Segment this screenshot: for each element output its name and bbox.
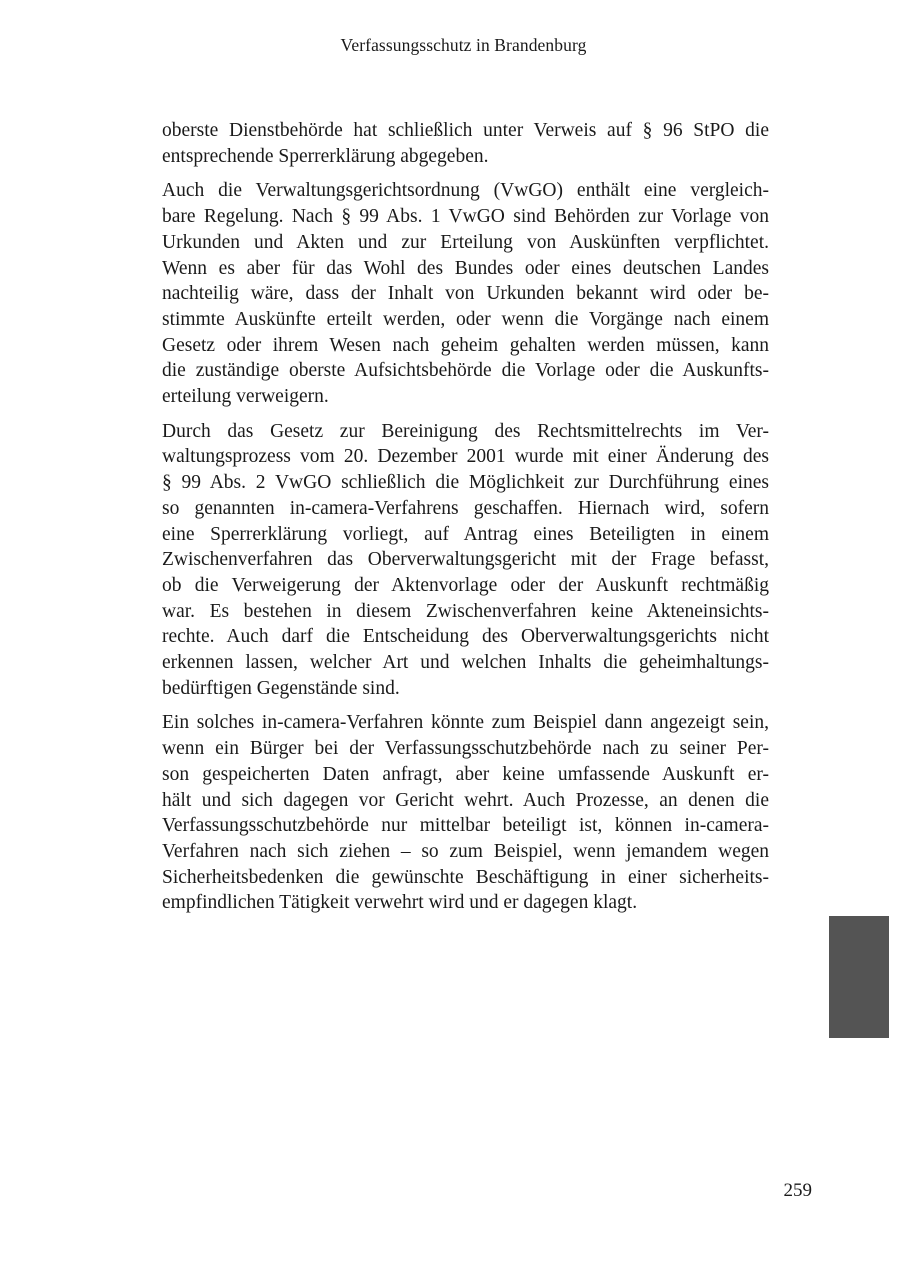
text-line: hält und sich dagegen vor Gericht wehrt. Auch Prozesse, an denen die <box>162 789 769 811</box>
paragraph-4 <box>162 710 769 916</box>
paragraph-3 <box>162 419 769 702</box>
body-text <box>162 118 769 925</box>
text-line: bare Regelung. Nach § 99 Abs. 1 VwGO sind Behörden zur Vorlage von <box>162 206 769 228</box>
paragraph-2 <box>162 178 769 409</box>
text-line: Sicherheitsbedenken die gewünschte Beschäftigung in einer sicherheits- <box>162 866 769 888</box>
text-line: oberste Dienstbehörde hat schließlich unter Verweis auf § 96 StPO die <box>162 120 769 141</box>
text-line: son gespeicherten Daten anfragt, aber keine umfassende Auskunft er- <box>162 763 769 785</box>
text-line: § 99 Abs. 2 VwGO schließlich die Möglichkeit zur Durchführung eines <box>162 472 769 494</box>
text-line: Ein solches in-camera-Verfahren könnte zum Beispiel dann angezeigt sein, <box>162 712 769 734</box>
text-line: war. Es bestehen in diesem Zwischenverfahren keine Akteneinsichts- <box>162 600 769 622</box>
chapter-thumb-tab <box>829 916 889 1038</box>
text-line: rechte. Auch darf die Entscheidung des Oberverwaltungsgerichts nicht <box>162 626 769 648</box>
text-line: waltungsprozess vom 20. Dezember 2001 wurde mit einer Änderung des <box>162 446 769 468</box>
text-line: Urkunden und Akten und zur Erteilung von Auskünften verpflichtet. <box>162 231 769 253</box>
text-line: Zwischenverfahren das Oberverwaltungsgericht mit der Frage befasst, <box>162 549 769 571</box>
text-line: so genannten in-camera-Verfahrens geschaffen. Hiernach wird, sofern <box>162 497 769 519</box>
text-line: stimmte Auskünfte erteilt werden, oder wenn die Vorgänge nach einem <box>162 308 769 330</box>
text-line: empfindlichen Tätigkeit verwehrt wird und er dagegen klagt. <box>162 892 638 914</box>
text-line: eine Sperrerklärung vorliegt, auf Antrag eines Beteiligten in einem <box>162 523 769 545</box>
text-line: erteilung verweigern. <box>162 386 329 408</box>
text-line: wenn ein Bürger bei der Verfassungsschutzbehörde nach zu seiner Per- <box>162 738 769 760</box>
text-line: die zuständige oberste Aufsichtsbehörde die Vorlage oder die Auskunfts- <box>162 360 769 382</box>
text-line: ob die Verweigerung der Aktenvorlage oder der Auskunft rechtmäßig <box>162 574 769 596</box>
text-line: Wenn es aber für das Wohl des Bundes oder eines deutschen Landes <box>162 257 769 279</box>
text-line: Gesetz oder ihrem Wesen nach geheim gehalten werden müssen, kann <box>162 334 769 356</box>
running-header-title: Verfassungsschutz in Brandenburg <box>340 35 587 55</box>
page-number: 259 <box>783 1180 812 1201</box>
text-line: entsprechende Sperrerklärung abgegeben. <box>162 145 489 167</box>
text-line: Verfassungsschutzbehörde nur mittelbar beteiligt ist, können in-camera- <box>162 815 769 837</box>
text-line: Verfahren nach sich ziehen – so zum Beispiel, wenn jemandem wegen <box>162 840 769 862</box>
text-line: erkennen lassen, welcher Art und welchen Inhalts die geheimhaltungs- <box>162 652 769 674</box>
text-line: Auch die Verwaltungsgerichtsordnung (VwGO) enthält eine vergleich- <box>162 180 769 202</box>
text-line: bedürftigen Gegenstände sind. <box>162 677 400 699</box>
text-line: Durch das Gesetz zur Bereinigung des Rechtsmittelrechts im Ver- <box>162 420 769 442</box>
text-line: nachteilig wäre, dass der Inhalt von Urkunden bekannt wird oder be- <box>162 283 769 305</box>
paragraph-1 <box>162 118 769 169</box>
